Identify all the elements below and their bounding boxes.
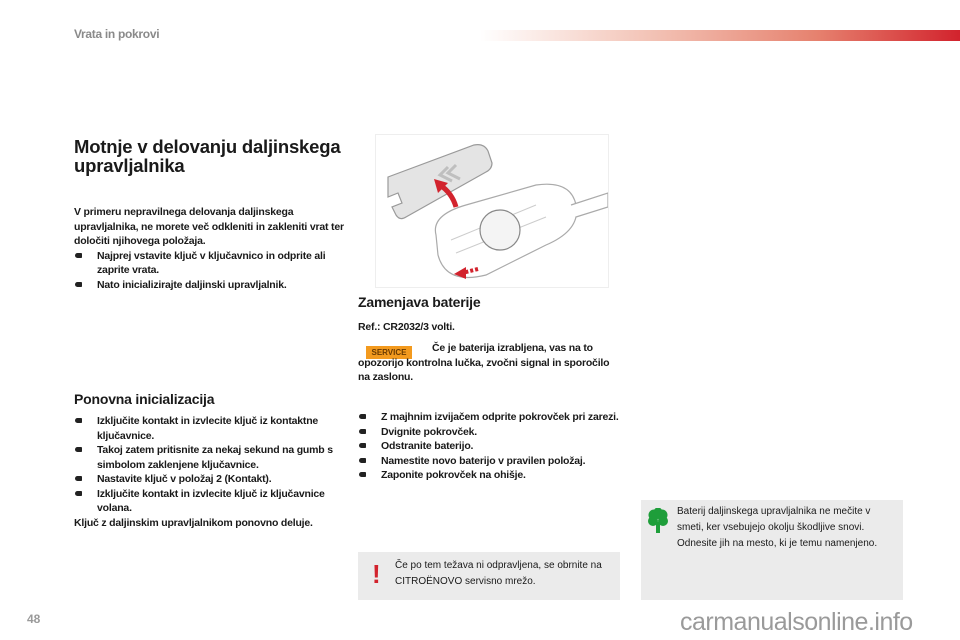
page-number: 48 <box>27 612 41 626</box>
malfunction-title: Motnje v delovanju daljinskega upravljalnika <box>74 136 341 176</box>
section-header: Vrata in pokrovi <box>74 27 160 41</box>
list-item: Nastavite ključ v položaj 2 (Kontakt). <box>74 472 346 487</box>
exclamation-icon: ! <box>372 559 381 589</box>
key-fob-icon <box>376 135 608 287</box>
list-item: Odstranite baterijo. <box>358 439 628 454</box>
list-item: Nato inicializirajte daljinski upravljalnik. <box>74 278 346 293</box>
list-item: Namestite novo baterijo v pravilen položaj. <box>358 454 628 469</box>
malfunction-intro: V primeru nepravilnega delovanja daljinskega upravljalnika, ne morete več odkleniti in zakleniti vrat ter določiti njihovega položaja. <box>74 206 344 247</box>
header-gradient-bar <box>480 30 960 41</box>
watermark-link[interactable]: carmanualsonline.info <box>680 608 913 636</box>
service-note: Če je baterija izrabljena, vas na to opozorijo kontrolna lučka, zvočni signal in sporočilo na zaslonu. <box>358 342 610 383</box>
battery-ref: Ref.: CR2032/3 volti. <box>358 321 455 333</box>
reinit-title: Ponovna inicializacija <box>74 391 215 407</box>
environment-note <box>677 504 899 552</box>
tree-icon <box>647 508 669 539</box>
list-item: Zaponite pokrovček na ohišje. <box>358 468 628 483</box>
warning-text: Če po tem težava ni odpravljena, se obrnite na CITROËNOVO servisno mrežo. <box>395 560 602 587</box>
list-item: Najprej vstavite ključ v ključavnico in odprite ali zaprite vrata. <box>74 249 346 278</box>
environment-note-line-1: Baterij daljinskega upravljalnika ne mečite v smeti, ker vsebujejo okolju škodljive snovi. <box>677 506 871 533</box>
list-item: Izključite kontakt in izvlecite ključ iz ključavnice volana. <box>74 487 346 516</box>
key-battery-illustration <box>375 134 609 288</box>
list-item: Izključite kontakt in izvlecite ključ iz kontaktne ključavnice. <box>74 414 346 443</box>
battery-steps <box>358 410 628 483</box>
environment-note-line-2: Odnesite jih na mesto, ki je temu namenjeno. <box>677 538 878 549</box>
reinit-outro: Ključ z daljinskim upravljalnikom ponovno deluje. <box>74 516 313 529</box>
list-item: Z majhnim izvijačem odprite pokrovček pri zarezi. <box>358 410 628 425</box>
battery-title: Zamenjava baterije <box>358 294 481 310</box>
service-warning-badge: SERVICE <box>366 346 412 359</box>
list-item: Dvignite pokrovček. <box>358 425 628 440</box>
reinit-section <box>74 414 346 530</box>
list-item: Takoj zatem pritisnite za nekaj sekund na gumb s simbolom zaklenjene ključavnice. <box>74 443 346 472</box>
malfunction-section <box>74 205 346 292</box>
